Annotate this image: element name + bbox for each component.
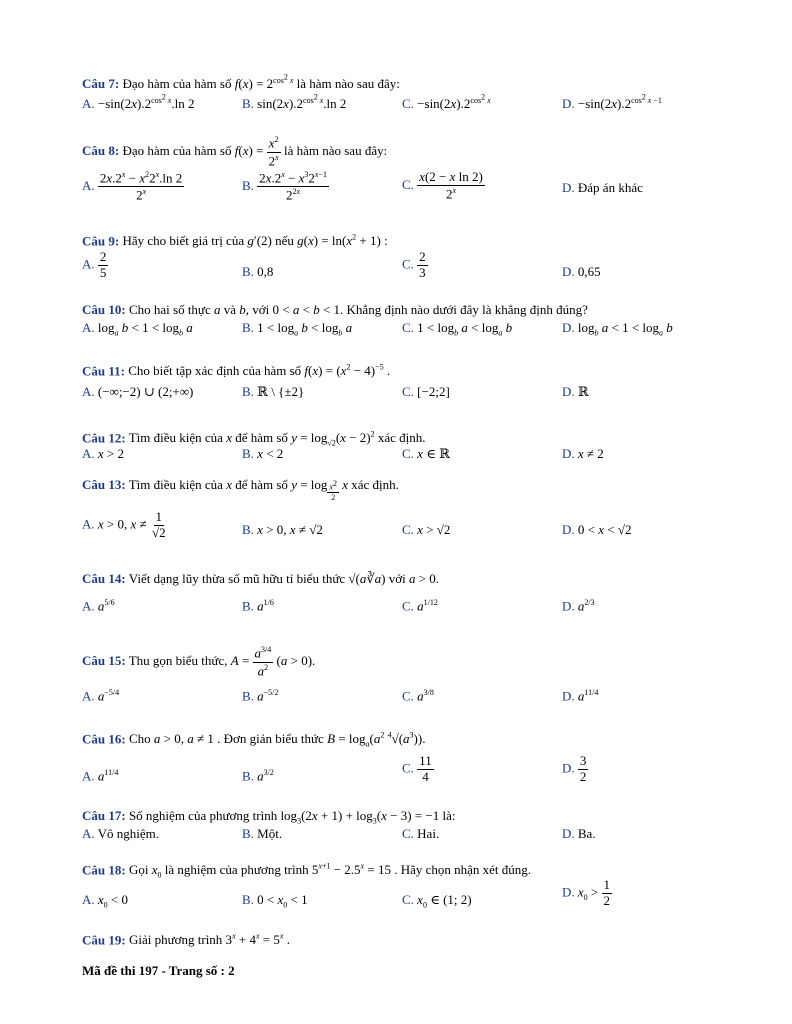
question-label: Câu 15: — [82, 653, 126, 668]
option-a[interactable]: A. x > 2 — [82, 446, 125, 461]
question-label: Câu 11: — [82, 363, 125, 379]
options — [82, 446, 722, 464]
question-text: Cho hai số thực a và b, với 0 < a < b < 1. Khẳng định nào dưới đây là khẳng định đúng? — [128, 302, 588, 317]
option-b[interactable]: B. Một. — [242, 826, 283, 841]
options — [82, 510, 722, 550]
option-a[interactable]: A. $\frac{2x.2^x - x^22^x.\ln 2}{2^x}$ — [82, 170, 183, 203]
option-d[interactable]: D. Đáp án khác — [562, 180, 643, 195]
option-a[interactable]: A. x > 0, x ≠ $\frac{1}{√2}$ — [82, 509, 166, 540]
option-c[interactable]: C. Hai. — [402, 826, 440, 841]
question-label: Câu 17: — [82, 808, 126, 823]
options — [82, 170, 722, 210]
option-d[interactable]: D. $-\sin(2x).2^{cos^2 x -1}$ — [562, 92, 662, 111]
option-a[interactable]: A. $a^{11/4}$ — [82, 768, 119, 784]
question-text: Đạo hàm của hàm số $f(x) = 2^{cos^2 x}$ là hàm nào sau đây: — [122, 72, 400, 91]
question-label: Câu 8: — [82, 143, 120, 158]
question-12 — [82, 424, 722, 464]
option-c[interactable]: C. $a^{1/12}$ — [402, 598, 438, 614]
options — [82, 88, 722, 110]
options — [82, 826, 722, 844]
question-label: Câu 12: — [82, 430, 126, 446]
question-label: Câu 7: — [82, 75, 120, 91]
option-a[interactable]: A. Vô nghiệm. — [82, 826, 160, 841]
question-18 — [82, 856, 722, 918]
option-c[interactable]: C. x > √2 — [402, 522, 451, 537]
question-label: Câu 13: — [82, 477, 126, 492]
option-a[interactable]: A. (−∞;−2) ∪ (2;+∞) — [82, 384, 194, 399]
option-d[interactable]: D. 0 < x < √2 — [562, 522, 632, 537]
options — [82, 592, 722, 622]
question-11 — [82, 356, 722, 406]
option-c[interactable]: C. $a^{3/8}$ — [402, 688, 434, 704]
option-a[interactable]: A. $\log_a b < 1 < \log_b a$ — [82, 320, 193, 338]
option-d[interactable]: D. $a^{2/3}$ — [562, 598, 595, 614]
options — [82, 878, 722, 918]
question-text: Thu gọn biểu thức, A = $\frac{a^{3/4}}{a^2}$ (a > 0). — [128, 645, 316, 678]
option-d[interactable]: D. $x_0$ > $\frac{1}{2}$ — [562, 877, 611, 908]
options — [82, 250, 722, 286]
option-c[interactable]: C. x ∈ ℝ — [402, 446, 450, 461]
page-footer: Mã đề thi 197 - Trang số : 2 — [82, 963, 235, 978]
option-b[interactable]: B. 0,8 — [242, 264, 274, 279]
option-b[interactable]: B. $a^{1/6}$ — [242, 598, 274, 614]
question-label: Câu 19: — [82, 932, 126, 948]
option-c[interactable]: C. $\frac{2}{3}$ — [402, 249, 426, 280]
option-c[interactable]: C. [−2;2] — [402, 384, 450, 399]
question-8 — [82, 132, 722, 210]
option-a[interactable]: A. $x_0 < 0$ — [82, 892, 129, 910]
question-17 — [82, 806, 722, 844]
option-b[interactable]: B. ℝ \ {±2} — [242, 384, 305, 399]
question-13 — [82, 474, 722, 550]
question-9 — [82, 226, 722, 286]
option-d[interactable]: D. ℝ — [562, 384, 589, 399]
option-b[interactable]: B. $\sin(2x).2^{cos^2 x}.\ln$ 2 — [242, 92, 347, 111]
option-c[interactable]: C. $x_0$ ∈ (1; 2) — [402, 892, 472, 910]
option-c[interactable]: C. $\frac{\text{x(2 − x ln 2)}}{2^x}$ — [402, 169, 483, 202]
option-d[interactable]: D. Ba. — [562, 826, 596, 841]
options — [82, 380, 722, 406]
option-d[interactable]: D. x ≠ 2 — [562, 446, 604, 461]
option-b[interactable]: B. $a^{-5/2}$ — [242, 688, 279, 704]
question-label: Câu 16: — [82, 731, 126, 747]
question-text: Viết dạng lũy thừa số mũ hữu tỉ biểu thức √(a∛a) với a > 0. — [128, 571, 440, 586]
option-b[interactable]: B. $1 < \log_a b < \log_b a$ — [242, 320, 353, 338]
option-d[interactable]: D. $\frac{3}{2}$ — [562, 753, 587, 784]
options — [82, 748, 722, 798]
options — [82, 678, 722, 712]
option-a[interactable]: A. $a^{-5/4}$ — [82, 688, 120, 704]
option-b[interactable]: B. x > 0, x ≠ √2 — [242, 522, 323, 537]
option-d[interactable]: D. 0,65 — [562, 264, 601, 279]
question-text: Tìm điều kiện của x để hàm số $y = \log_{√2}(x - 2)^2$ xác định. — [128, 430, 426, 448]
option-b[interactable]: B. $\frac{2x.2^x - x^32^{x-1}}{2^{2x}}$ — [242, 170, 327, 203]
question-7 — [82, 66, 722, 110]
question-10 — [82, 300, 722, 340]
question-label: Câu 10: — [82, 302, 126, 317]
question-19 — [82, 926, 722, 948]
option-a[interactable]: A. $a^{5/6}$ — [82, 598, 115, 614]
option-a[interactable]: A. $\frac{2}{5}$ — [82, 249, 107, 280]
option-c[interactable]: C. $\frac{11}{4}$ — [402, 753, 432, 784]
question-text: Số nghiệm của phương trình $\log_3(2x + 1) + \log_3(x - 3) = -1$ là: — [128, 808, 456, 826]
question-15 — [82, 644, 722, 712]
option-a[interactable]: A. $-\sin(2x).2^{cos^2 x}.\ln$ 2 — [82, 92, 195, 111]
option-b[interactable]: B. x < 2 — [242, 446, 284, 461]
options — [82, 320, 722, 340]
question-text: Tìm điều kiện của x để hàm số y = log $_{\frac{x^2}{2}}$ x xác định. — [128, 477, 399, 503]
option-d[interactable]: D. $a^{11/4}$ — [562, 688, 599, 704]
question-text: Cho biết tập xác định của hàm số $f(x) = (x^2 - 4)^{-5}$ . — [128, 363, 391, 379]
question-text: Đạo hàm của hàm số f(x) = $\frac{x^2}{2^x}$ là hàm nào sau đây: — [122, 135, 388, 168]
question-text: Cho a > 0, a ≠ 1 . Đơn giản biểu thức $B = \log_a(a^2$ $^4√(a^3)$). — [128, 731, 426, 749]
option-b[interactable]: B. $0 < x_0 < 1$ — [242, 892, 308, 910]
question-14 — [82, 566, 722, 622]
option-d[interactable]: D. $\log_b a < 1 < \log_a b$ — [562, 320, 673, 338]
question-text: Hãy cho biết giá trị của g′(2) nếu $g(x) = \ln(x^2 + 1)$ : — [122, 233, 388, 249]
question-text: Giải phương trình $3^x + 4^x = 5^x$ . — [128, 932, 290, 948]
question-label: Câu 9: — [82, 233, 120, 249]
question-label: Câu 18: — [82, 862, 126, 878]
option-c[interactable]: C. $1 < \log_b a < \log_a b$ — [402, 320, 513, 338]
question-text: Gọi $x_0$ là nghiệm của phương trình $5^{x+1} - 2.5^x = 15$ . Hãy chọn nhận xét đúng. — [128, 862, 532, 880]
question-16 — [82, 724, 722, 798]
option-c[interactable]: C. $-\sin(2x).2^{cos^2 x}$ — [402, 92, 491, 111]
question-label: Câu 14: — [82, 571, 126, 586]
option-b[interactable]: B. $a^{3/2}$ — [242, 768, 274, 784]
